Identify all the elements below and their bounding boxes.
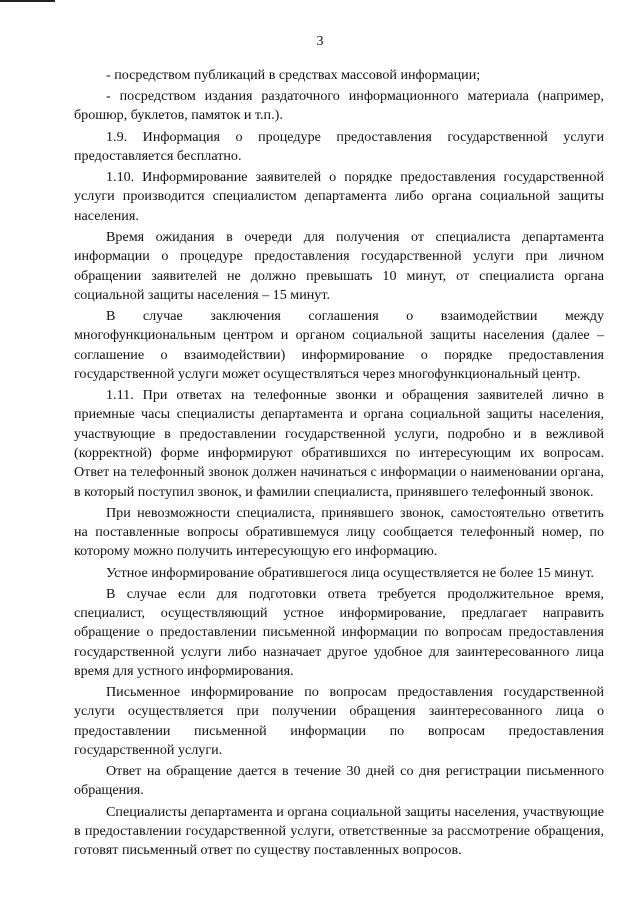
paragraph-1-10: 1.10. Информирование заявителей о порядке предоставления государственной услуги производится специалистом департамента либо органа социальной защиты населения.	[74, 169, 604, 224]
paragraph-phone-referral: При невозможности специалиста, принявшего звонок, самостоятельно ответить на поставленные вопросы обратившемуся лицу сообщается телефонный номер, по которому можно получить интересующую его информацию.	[74, 504, 604, 560]
paragraph-1-11: 1.11. При ответах на телефонные звонки и обращения заявителей лично в приемные часы специалисты департамента и органа социальной защиты населения, участвующие в предоставлении государственной услуги, подробно и в вежливой (корректной) форме информируют обратившихся по интересующим их вопросам. Ответ на телефонный звонок должен начинаться с информации о наименовании органа, в который поступил звонок, и фамилии специалиста, принявшего телефонный звонок.	[74, 387, 604, 500]
paragraph-written-info: Письменное информирование по вопросам предоставления государственной услуги осуществляется при получении обращения заинтересованного лица о предоставлении письменной информации по вопросам предоставления государственной услуги.	[74, 684, 604, 758]
paragraph-oral-duration: Устное информирование обратившегося лица осуществляется не более 15 минут.	[106, 564, 595, 581]
paragraph-1-9: 1.9. Информация о процедуре предоставления государственной услуги предоставляется бесплатно.	[74, 128, 604, 164]
paragraph-media: - посредством публикаций в средствах массовой информации;	[106, 67, 481, 83]
document-body	[74, 66, 604, 862]
paragraph-waiting-time: Время ожидания в очереди для получения от специалиста департамента информации о процедуре предоставления государственной услуги при личном обращении заявителей не должно превышать 10 минут, от специалиста органа социальной защиты населения – 15 минут.	[74, 228, 604, 303]
paragraph-mfc-agreement: В случае заключения соглашения о взаимодействии между многофункциональным центром и органом социальной защиты населения (далее – соглашение о взаимодействии) информирование о порядке предоставления государственной услуги может осуществляться через многофункциональный центр.	[74, 308, 604, 382]
paragraph-30-days: Ответ на обращение дается в течение 30 дней со дня регистрации письменного обращения.	[74, 763, 604, 799]
page-number: 3	[316, 34, 324, 49]
paragraph-long-preparation: В случае если для подготовки ответа требуется продолжительное время, специалист, осуществляющий устное информирование, предлагает направить обращение о предоставлении письменной информации по вопросам предоставления государственной услуги либо назначает другое удобное для заинтересованного лица время для устного информирования.	[74, 585, 604, 679]
scan-corner-line	[0, 0, 55, 2]
paragraph-specialists-reply: Специалисты департамента и органа социальной защиты населения, участвующие в предоставлении государственной услуги, ответственные за рассмотрение обращения, готовят письменный ответ по существу поставленных вопросов.	[74, 803, 604, 859]
paragraph-handouts: - посредством издания раздаточного информационного материала (например, брошюр, буклетов, памяток и т.п.).	[74, 88, 604, 124]
